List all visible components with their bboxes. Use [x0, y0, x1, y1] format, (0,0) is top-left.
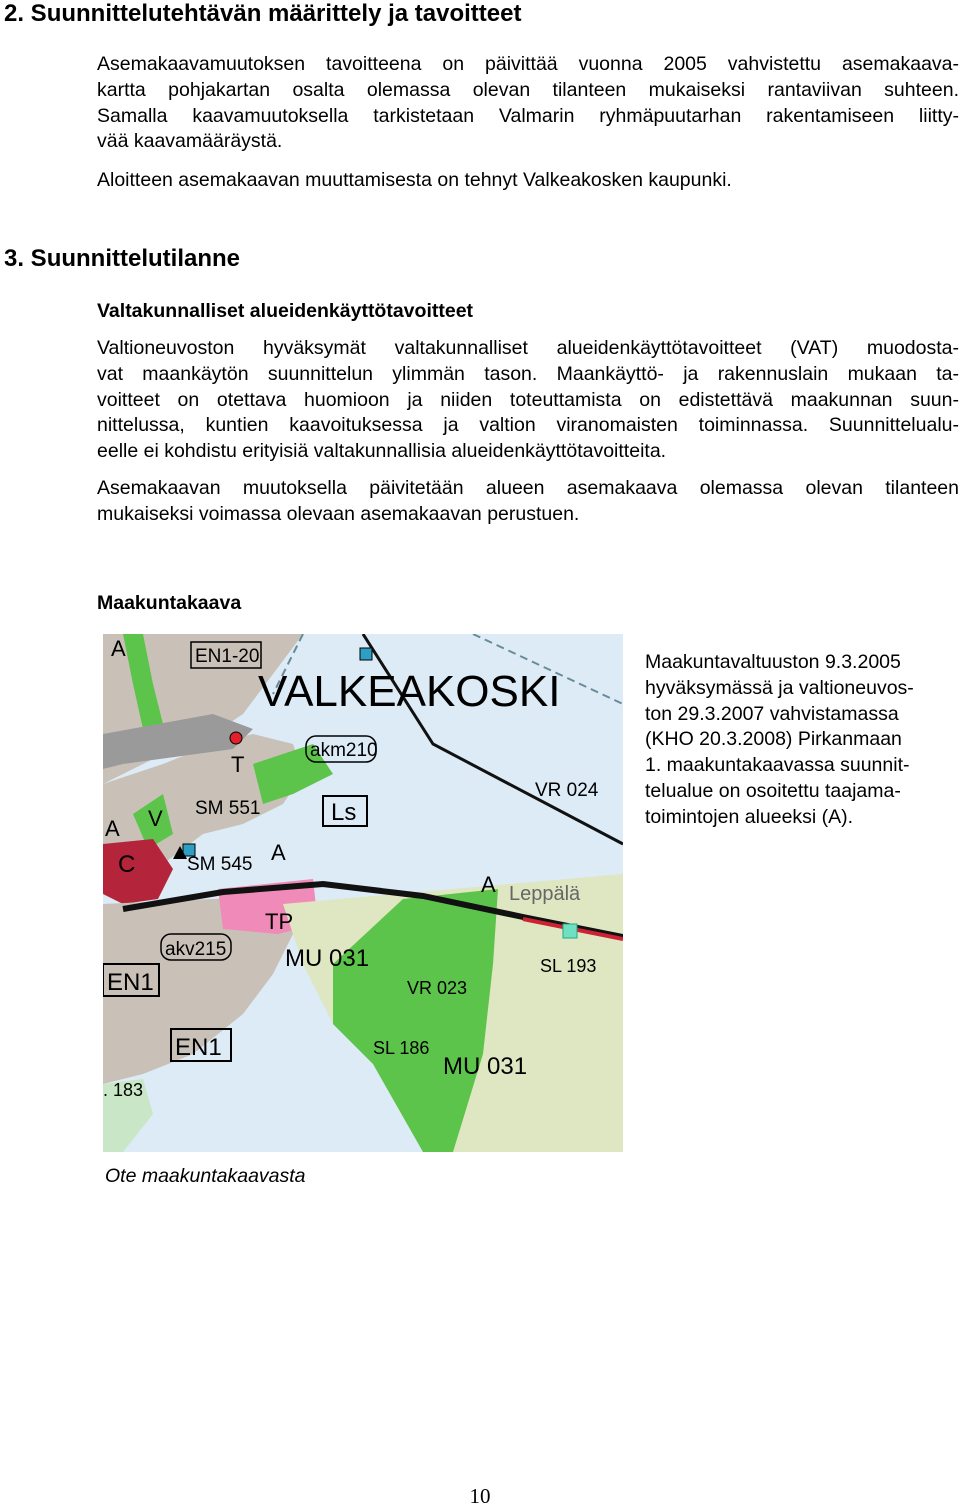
text-line: nittelussa, kuntien kaavoituksessa ja valtion viranomaisten toiminnassa. Suunnittelualu-: [97, 414, 959, 437]
map-square-marker: [563, 924, 577, 938]
text-line: 1. maakuntakaavassa suunnit-: [645, 754, 910, 777]
maakuntakaava-heading: Maakuntakaava: [97, 592, 242, 614]
map-label: VR 024: [535, 780, 599, 801]
regional-plan-map: [103, 634, 623, 1152]
map-label: SL 193: [540, 956, 597, 976]
map-label: akm210: [310, 740, 378, 761]
map-label: VR 023: [407, 978, 468, 998]
map-label: EN1: [107, 969, 154, 996]
text-line: Maakuntavaltuuston 9.3.2005: [645, 651, 901, 673]
map-label: A: [105, 816, 120, 841]
map-label: EN1: [175, 1034, 222, 1061]
map-label: SL 186: [373, 1038, 430, 1058]
map-label: EN1-20: [195, 646, 260, 667]
text-line: Asemakaavamuutoksen tavoitteena on päivittää vuonna 2005 vahvistettu asemakaava-: [97, 53, 959, 75]
map-label: Ls: [331, 799, 357, 826]
text-line: hyväksymässä ja valtioneuvos-: [645, 676, 914, 699]
text-line: eelle ei kohdistu erityisiä valtakunnallisia alueidenkäyttötavoitteita.: [97, 440, 667, 463]
text-line: toimintojen alueeksi (A).: [645, 805, 854, 828]
map-label: SM 545: [187, 854, 253, 875]
text-line: ton 29.3.2007 vahvistamassa: [645, 702, 899, 725]
text-line: vää kaavamääräystä.: [97, 130, 283, 153]
text-line: Valtioneuvoston hyväksymät valtakunnalliset alueidenkäyttötavoitteet (VAT) muodosta-: [97, 337, 959, 359]
map-label-city: VALKEAKOSKI: [258, 667, 561, 716]
text-line: Samalla kaavamuutoksella tarkistetaan Valmarin ryhmäpuutarhan rakentamiseen liitty-: [97, 104, 959, 127]
page-number: 10: [469, 1484, 491, 1508]
text-line: Asemakaavan muutoksella päivitetään alueen asemakaava olemassa olevan tilanteen: [97, 477, 959, 499]
map-label: TP: [265, 909, 294, 934]
text-line: vat maankäytön suunnittelun ylimmän tason. Maankäyttö- ja rakennuslain mukaan ta-: [97, 362, 959, 385]
map-label: MU 031: [285, 945, 370, 972]
map-label: Leppälä: [509, 883, 581, 905]
vat-paragraph-1: [97, 336, 959, 465]
text-line: (KHO 20.3.2008) Pirkanmaan: [645, 728, 902, 751]
map-label: MU 031: [443, 1053, 528, 1080]
map-label: T: [231, 752, 245, 777]
map-label: A: [481, 872, 496, 897]
map-caption: Ote maakuntakaavasta: [105, 1165, 306, 1187]
text-line: telualue on osoitettu taajama-: [645, 779, 901, 802]
map-label: SM 551: [195, 798, 261, 819]
map-label: . 183: [103, 1080, 144, 1100]
vat-subheading: Valtakunnalliset alueidenkäyttötavoitteet: [97, 300, 474, 322]
map-square-marker: [360, 648, 372, 660]
map-label: A: [271, 840, 286, 865]
maakuntakaava-description: [645, 650, 955, 831]
text-line: kartta pohjakartan osalta olemassa olevan tilanteen mukaiseksi rantaviivan suhteen.: [97, 78, 959, 101]
section-2-paragraph-2: [97, 168, 959, 194]
map-label: C: [118, 851, 136, 878]
vat-paragraph-2: [97, 476, 959, 528]
text-line: mukaiseksi voimassa olevaan asemakaavan perustuen.: [97, 502, 580, 525]
map-label: akv215: [165, 939, 227, 960]
text-line: Aloitteen asemakaavan muuttamisesta on tehnyt Valkeakosken kaupunki.: [97, 169, 732, 191]
section-3-heading: 3. Suunnittelutilanne: [4, 245, 241, 272]
map-label: V: [148, 806, 163, 831]
section-2-paragraph-1: [97, 52, 959, 155]
map-red-marker: [230, 732, 242, 744]
text-line: voitteet on otettava huomioon ja niiden toteuttamista on edistettävä maakunnan suun-: [97, 388, 959, 411]
section-2-heading: 2. Suunnittelutehtävän määrittely ja tavoitteet: [4, 0, 522, 27]
map-label: A: [111, 636, 126, 661]
